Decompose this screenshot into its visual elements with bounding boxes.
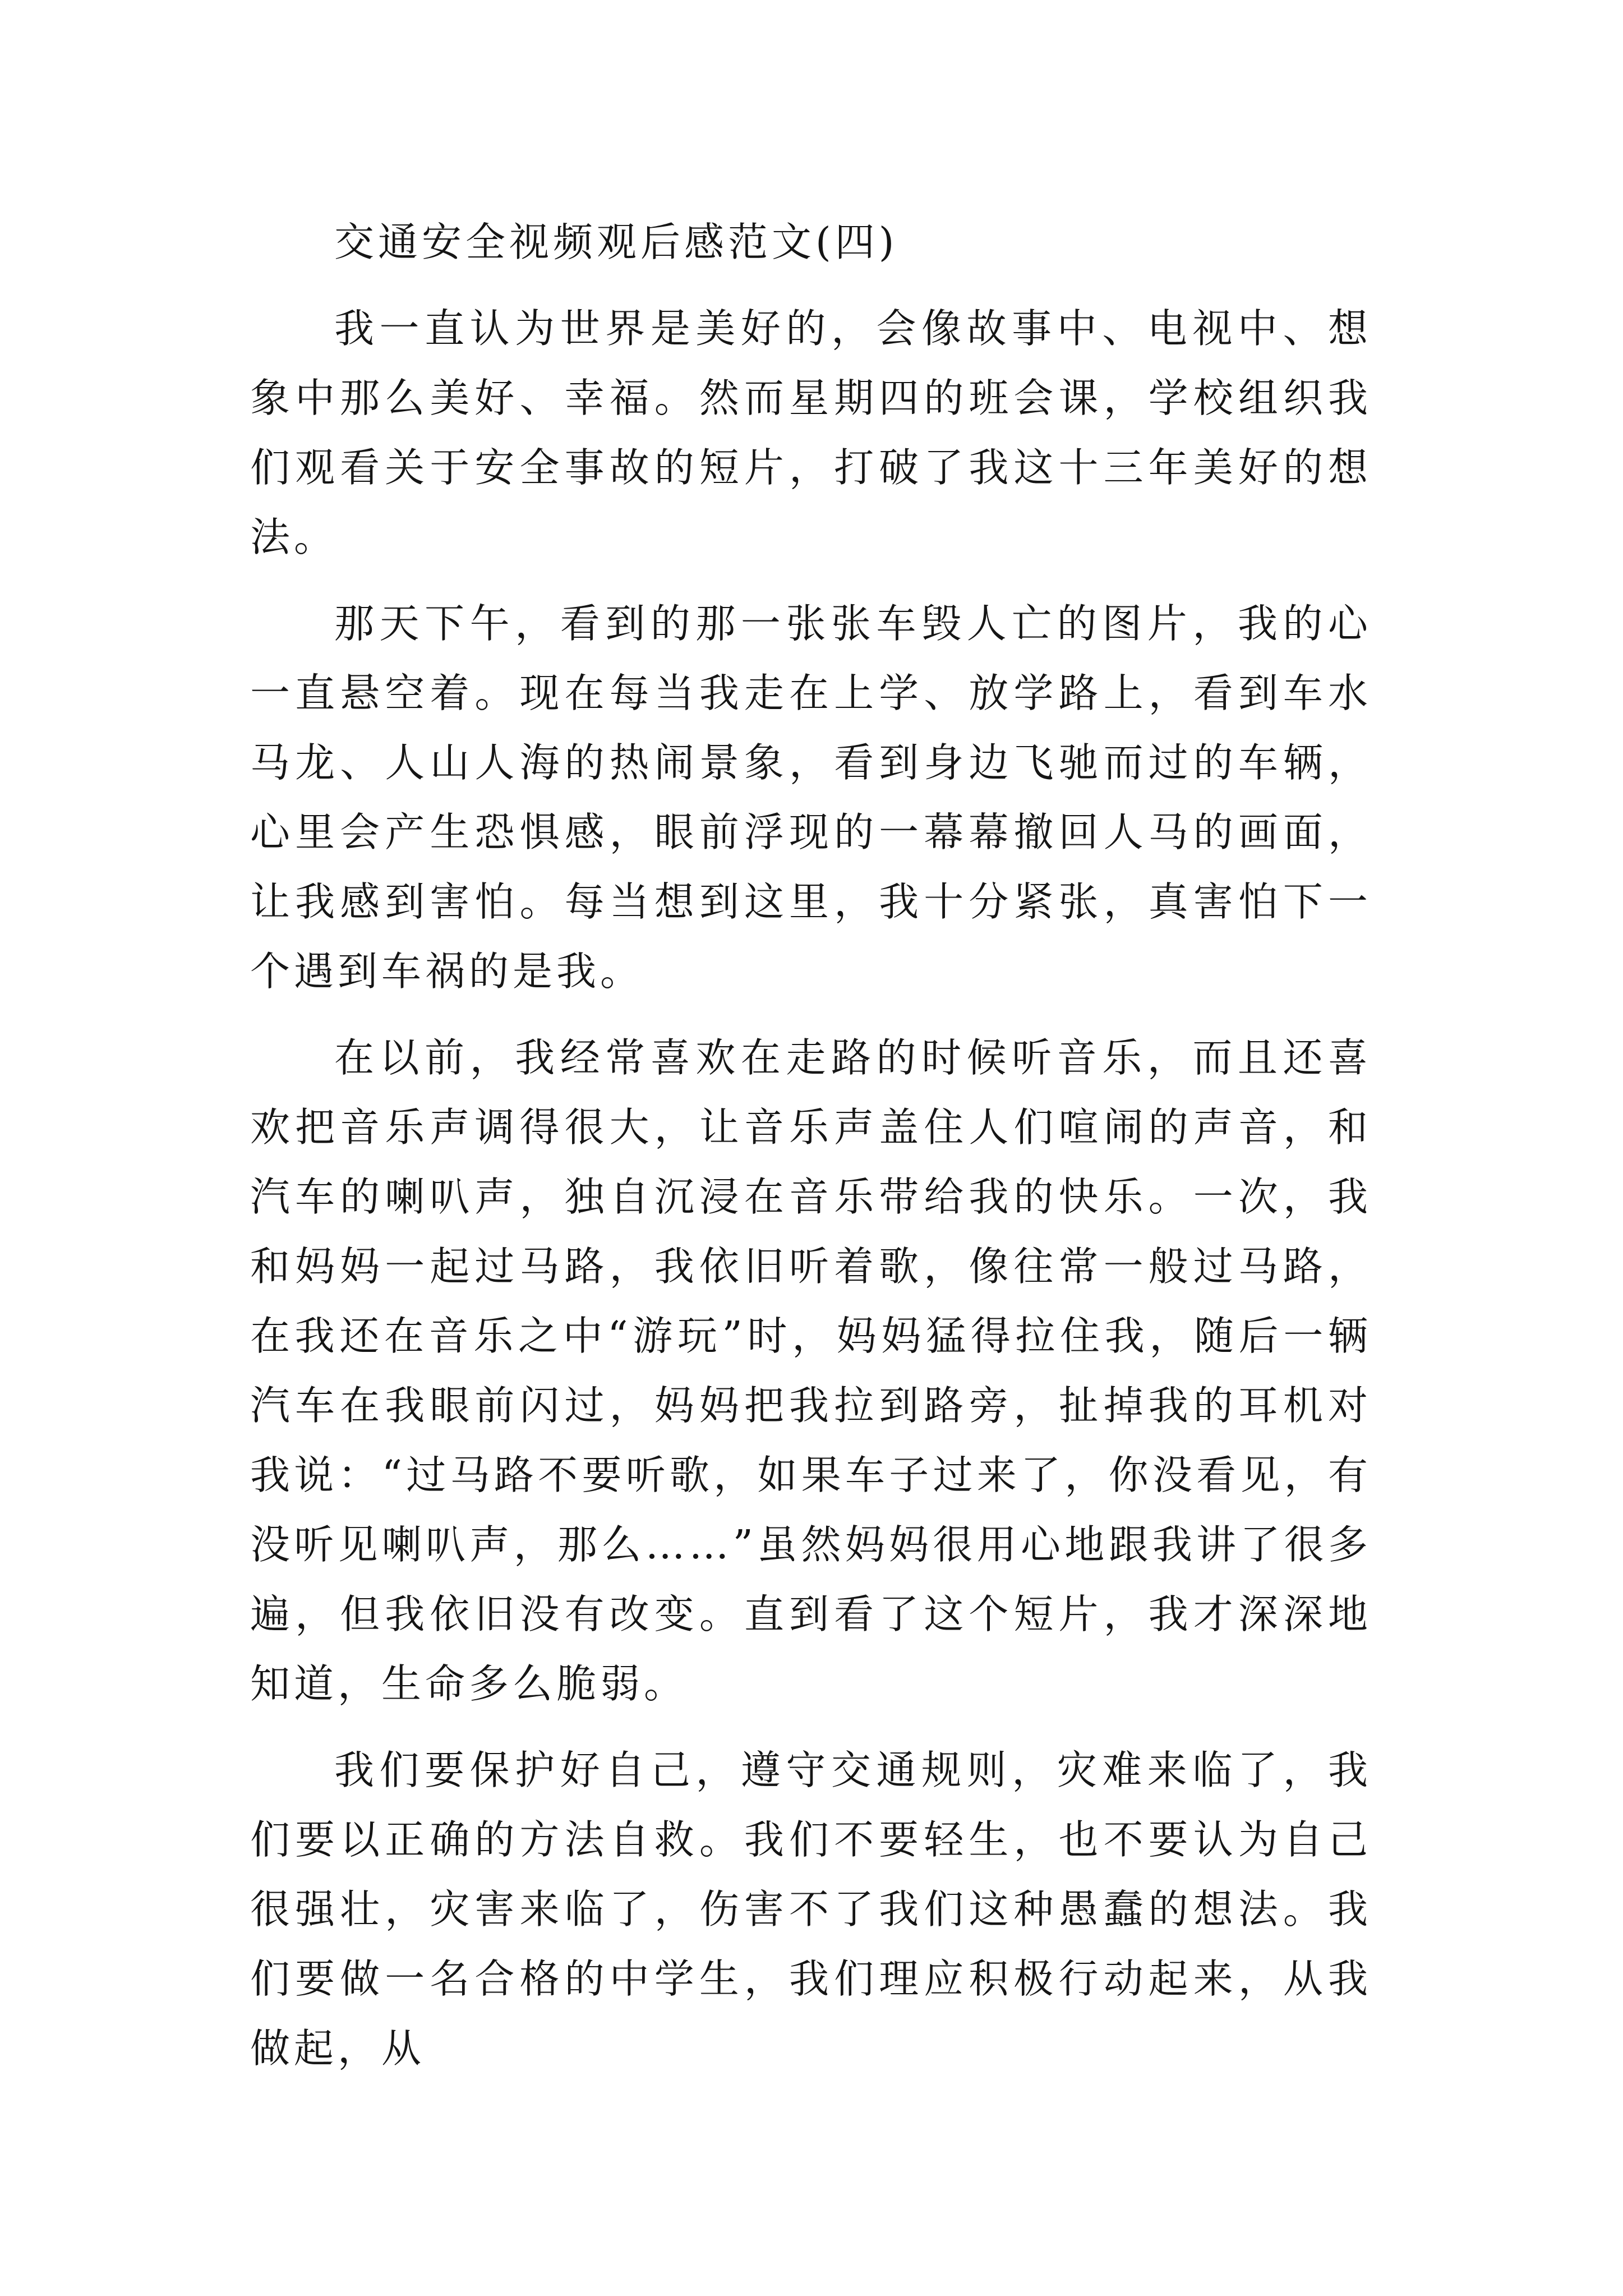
paragraph: 我一直认为世界是美好的，会像故事中、电视中、想象中那么美好、幸福。然而星期四的班会课，学校组织我们观看关于安全事故的短片，打破了我这十三年美好的想法。 (250, 305, 1372, 560)
document-body (250, 208, 1372, 2083)
paragraph: 在以前，我经常喜欢在走路的时候听音乐，而且还喜欢把音乐声调得很大，让音乐声盖住人们喧闹的声音，和汽车的喇叭声，独自沉浸在音乐带给我的快乐。一次，我和妈妈一起过马路，我依旧听着歌，像往常一般过马路，在我还在音乐之中“游玩”时，妈妈猛得拉住我，随后一辆汽车在我眼前闪过，妈妈把我拉到路旁，扯掉我的耳机对我说：“过马路不要听歌，如果车子过来了，你没看见，有没听见喇叭声，那么……”虽然妈妈很用心地跟我讲了很多遍，但我依旧没有改变。直到看了这个短片，我才深深地知道，生命多么脆弱。 (250, 1034, 1372, 1707)
document-title: 交通安全视频观后感范文(四) (334, 219, 898, 265)
paragraph: 我们要保护好自己，遵守交通规则，灾难来临了，我们要以正确的方法自救。我们不要轻生，也不要认为自己很强壮，灾害来临了，伤害不了我们这种愚蠢的想法。我们要做一名合格的中学生，我们理应积极行动起来，从我做起，从 (250, 1747, 1372, 2072)
paragraph: 那天下午，看到的那一张张车毁人亡的图片，我的心一直悬空着。现在每当我走在上学、放学路上，看到车水马龙、人山人海的热闹景象，看到身边飞驰而过的车辆，心里会产生恐惧感，眼前浮现的一幕幕撤回人马的画面，让我感到害怕。每当想到这里，我十分紧张，真害怕下一个遇到车祸的是我。 (250, 600, 1372, 995)
